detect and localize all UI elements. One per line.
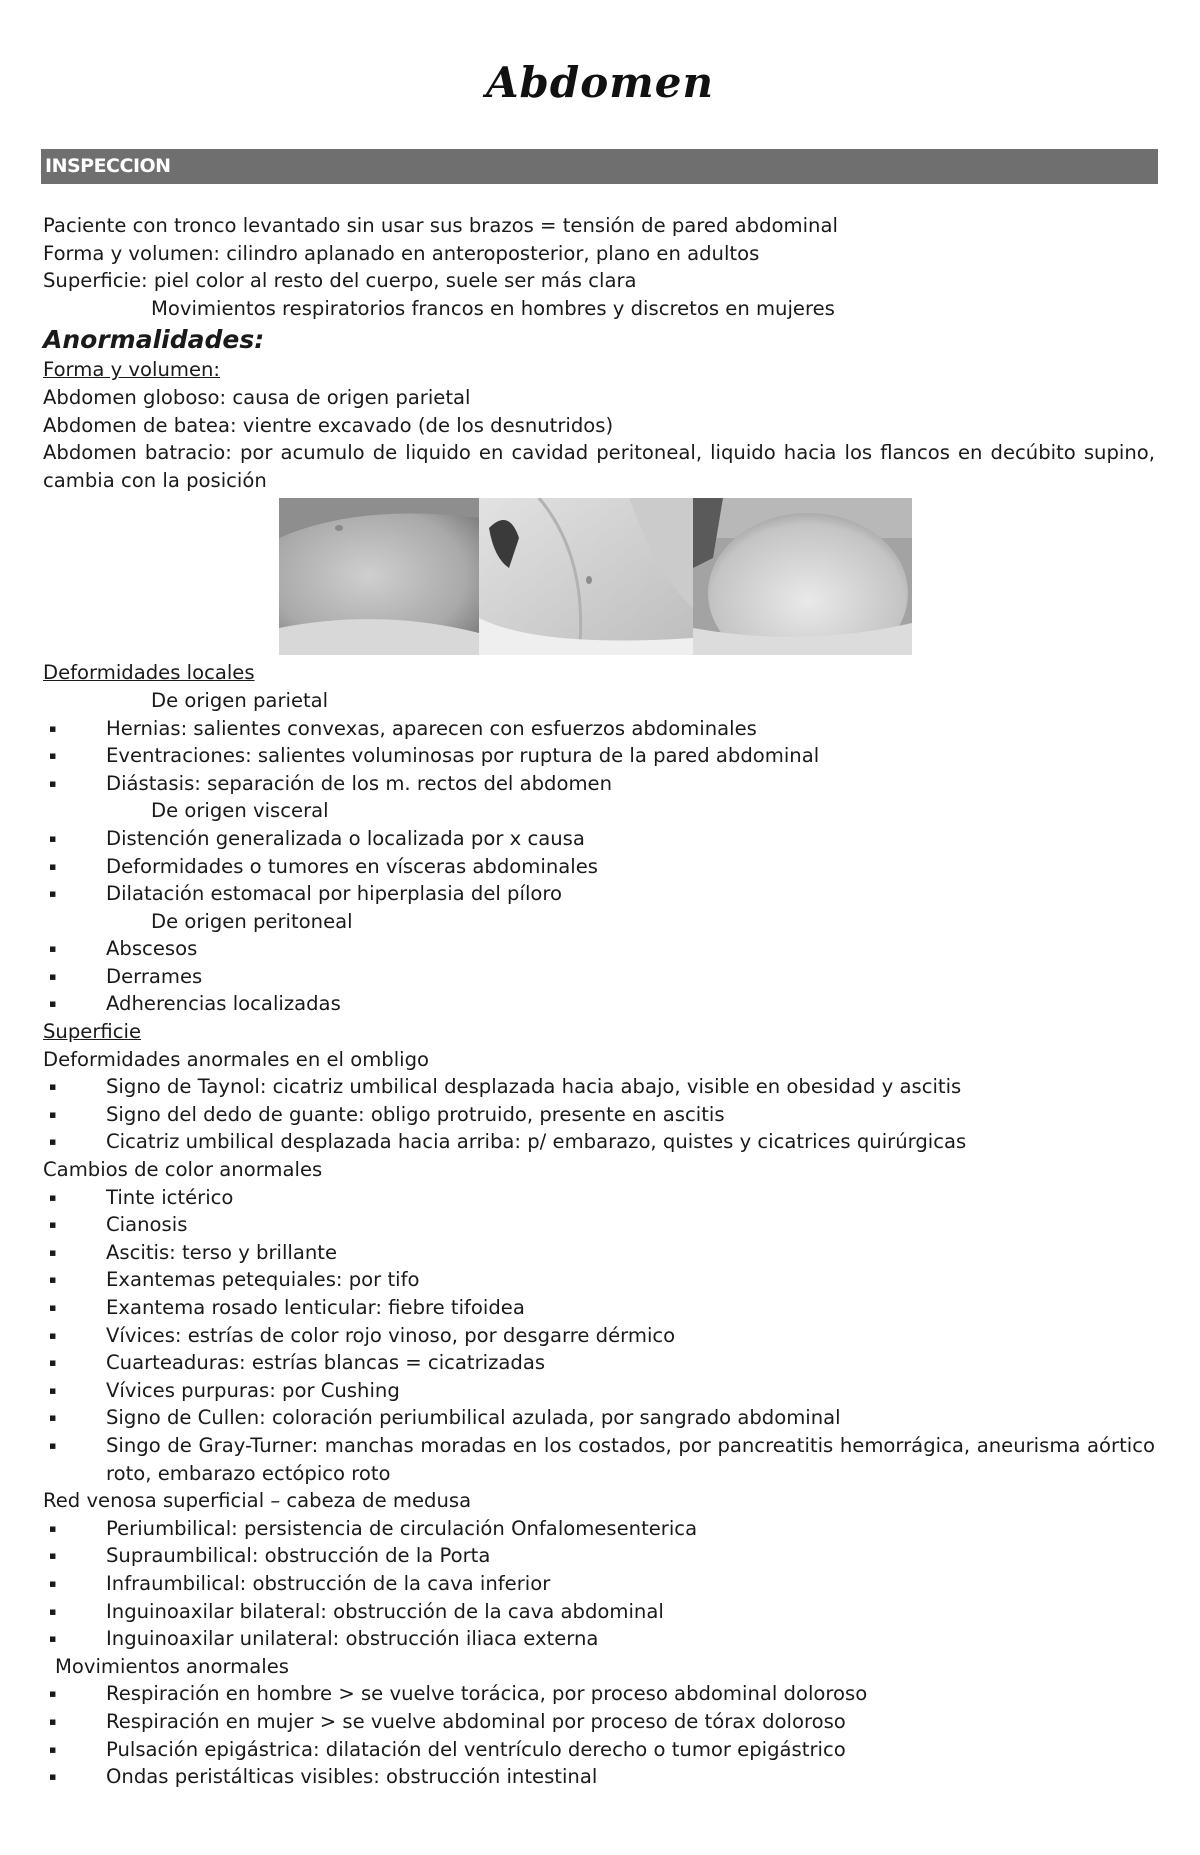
bullet-icon: ▪ [49,1135,57,1149]
list-item: ▪ Signo del dedo de guante: obligo protruido, presente en ascitis [43,1101,1155,1129]
list-item: ▪ Abscesos [43,935,1155,963]
bullet-icon: ▪ [49,1245,57,1259]
bullet-icon: ▪ [49,969,57,983]
list-item: ▪ Respiración en mujer > se vuelve abdominal por proceso de tórax doloroso [43,1708,1155,1736]
list-item: ▪ Hernias: salientes convexas, aparecen con esfuerzos abdominales [43,715,1155,743]
list-item: ▪ Cicatriz umbilical desplazada hacia arriba: p/ embarazo, quistes y cicatrices quirúrgicas [43,1128,1155,1156]
bullet-icon: ▪ [49,1632,57,1646]
anomalies-heading: Anormalidades: [43,325,265,355]
parietal-heading: De origen parietal [151,688,329,712]
photo-batracio [693,498,912,655]
document-body [43,212,1155,1791]
bullet-icon: ▪ [49,831,57,845]
list-item: ▪ Signo de Taynol: cicatriz umbilical desplazada hacia abajo, visible en obesidad y ascitis [43,1073,1155,1101]
list-item: ▪ Signo de Cullen: coloración periumbilical azulada, por sangrado abdominal [43,1404,1155,1432]
intro-line: Superficie: piel color al resto del cuerpo, suele ser más clara [43,269,637,293]
bullet-icon: ▪ [49,1521,57,1535]
bullet-icon: ▪ [49,1273,57,1287]
forma-item: Abdomen batracio: por acumulo de liquido en cavidad peritoneal, liquido hacia los flancos en decúbito supino, cambia con la posición [43,441,1155,492]
bullet-icon: ▪ [49,1218,57,1232]
list-item: ▪ Singo de Gray-Turner: manchas moradas en los costados, por pancreatitis hemorrágica, aneurisma aórtico roto, embarazo ectópico roto [49,1433,1155,1485]
color-heading: Cambios de color anormales [43,1158,323,1182]
page-title: Abdomen [485,58,715,107]
bullet-icon: ▪ [49,1383,57,1397]
intro-indent-line: Movimientos respiratorios francos en hombres y discretos en mujeres [151,296,835,320]
bullet-icon: ▪ [49,1107,57,1121]
bullet-icon: ▪ [49,859,57,873]
bullet-icon: ▪ [49,1604,57,1618]
bullet-icon: ▪ [49,1687,57,1701]
intro-line: Forma y volumen: cilindro aplanado en anteroposterior, plano en adultos [43,241,760,265]
list-item: ▪ Pulsación epigástrica: dilatación del ventrículo derecho o tumor epigástrico [43,1736,1155,1764]
bullet-icon: ▪ [49,1576,57,1590]
bullet-icon: ▪ [49,721,57,735]
superficie-heading: Superficie [43,1020,142,1044]
list-item: ▪ Periumbilical: persistencia de circulación Onfalomesenterica [43,1515,1155,1543]
list-item: ▪ Supraumbilical: obstrucción de la Porta [43,1542,1155,1570]
bullet-icon: ▪ [49,1742,57,1756]
bullet-icon: ▪ [49,749,57,763]
list-item: ▪ Deformidades o tumores en vísceras abdominales [43,853,1155,881]
list-item: ▪ Ondas peristálticas visibles: obstrucción intestinal [43,1763,1155,1791]
bullet-icon: ▪ [49,1770,57,1784]
bullet-icon: ▪ [49,1301,57,1314]
deformidades-heading: Deformidades locales [43,661,255,685]
list-item: ▪ Ascitis: terso y brillante [43,1239,1155,1267]
list-item: ▪ Cianosis [43,1211,1155,1239]
visceral-heading: De origen visceral [151,799,329,823]
photo-batea [479,498,693,655]
list-item: ▪ Tinte ictérico [43,1184,1155,1212]
list-item: ▪ Derrames [43,963,1155,991]
list-item: ▪ Dilatación estomacal por hiperplasia del píloro [43,880,1155,908]
bullet-icon: ▪ [49,942,57,956]
bullet-icon: ▪ [49,1356,57,1370]
bullet-icon: ▪ [49,776,57,790]
list-item: ▪ Cuarteaduras: estrías blancas = cicatrizadas [43,1349,1155,1377]
bullet-icon: ▪ [49,997,57,1011]
bullet-icon: ▪ [49,1549,57,1563]
movimientos-heading: Movimientos anormales [55,1654,289,1678]
list-item: ▪ Exantemas petequiales: por tifo [43,1266,1155,1294]
bullet-icon: ▪ [49,1190,57,1204]
list-item: ▪ Eventraciones: salientes voluminosas por ruptura de la pared abdominal [43,742,1155,770]
bullet-icon: ▪ [49,1411,57,1425]
ombligo-heading: Deformidades anormales en el ombligo [43,1047,430,1071]
list-item: ▪ Inguinoaxilar bilateral: obstrucción de la cava abdominal [43,1598,1155,1626]
bullet-icon: ▪ [49,887,57,901]
list-item: ▪ Respiración en hombre > se vuelve torácica, por proceso abdominal doloroso [43,1680,1155,1708]
forma-heading: Forma y volumen: [43,358,221,382]
bullet-icon: ▪ [49,1438,57,1452]
list-item: ▪ Exantema rosado lenticular: fiebre tifoidea [43,1294,1155,1322]
peritoneal-heading: De origen peritoneal [151,909,353,933]
forma-item: Abdomen de batea: vientre excavado (de los desnutridos) [43,413,614,437]
list-item: ▪ Vívices: estrías de color rojo vinoso, por desgarre dérmico [43,1322,1155,1350]
section-title: INSPECCION [45,155,171,177]
list-item: ▪ Diástasis: separación de los m. rectos del abdomen [43,770,1155,798]
bullet-icon: ▪ [49,1328,57,1342]
bullet-icon: ▪ [49,1080,57,1094]
section-header-bar [41,149,1158,184]
list-item: ▪ Vívices purpuras: por Cushing [43,1377,1155,1405]
list-item: ▪ Adherencias localizadas [43,990,1155,1018]
list-item: ▪ Distención generalizada o localizada por x causa [43,825,1155,853]
intro-line: Paciente con tronco levantado sin usar sus brazos = tensión de pared abdominal [43,214,838,237]
forma-item: Abdomen globoso: causa de origen parietal [43,385,471,409]
photo-globoso [279,498,479,655]
bullet-icon: ▪ [49,1714,57,1728]
list-item: ▪ Infraumbilical: obstrucción de la cava inferior [43,1570,1155,1598]
venosa-heading: Red venosa superficial – cabeza de medusa [43,1489,472,1513]
abdomen-photos [279,498,912,655]
list-item: ▪ Inguinoaxilar unilateral: obstrucción iliaca externa [43,1625,1155,1653]
